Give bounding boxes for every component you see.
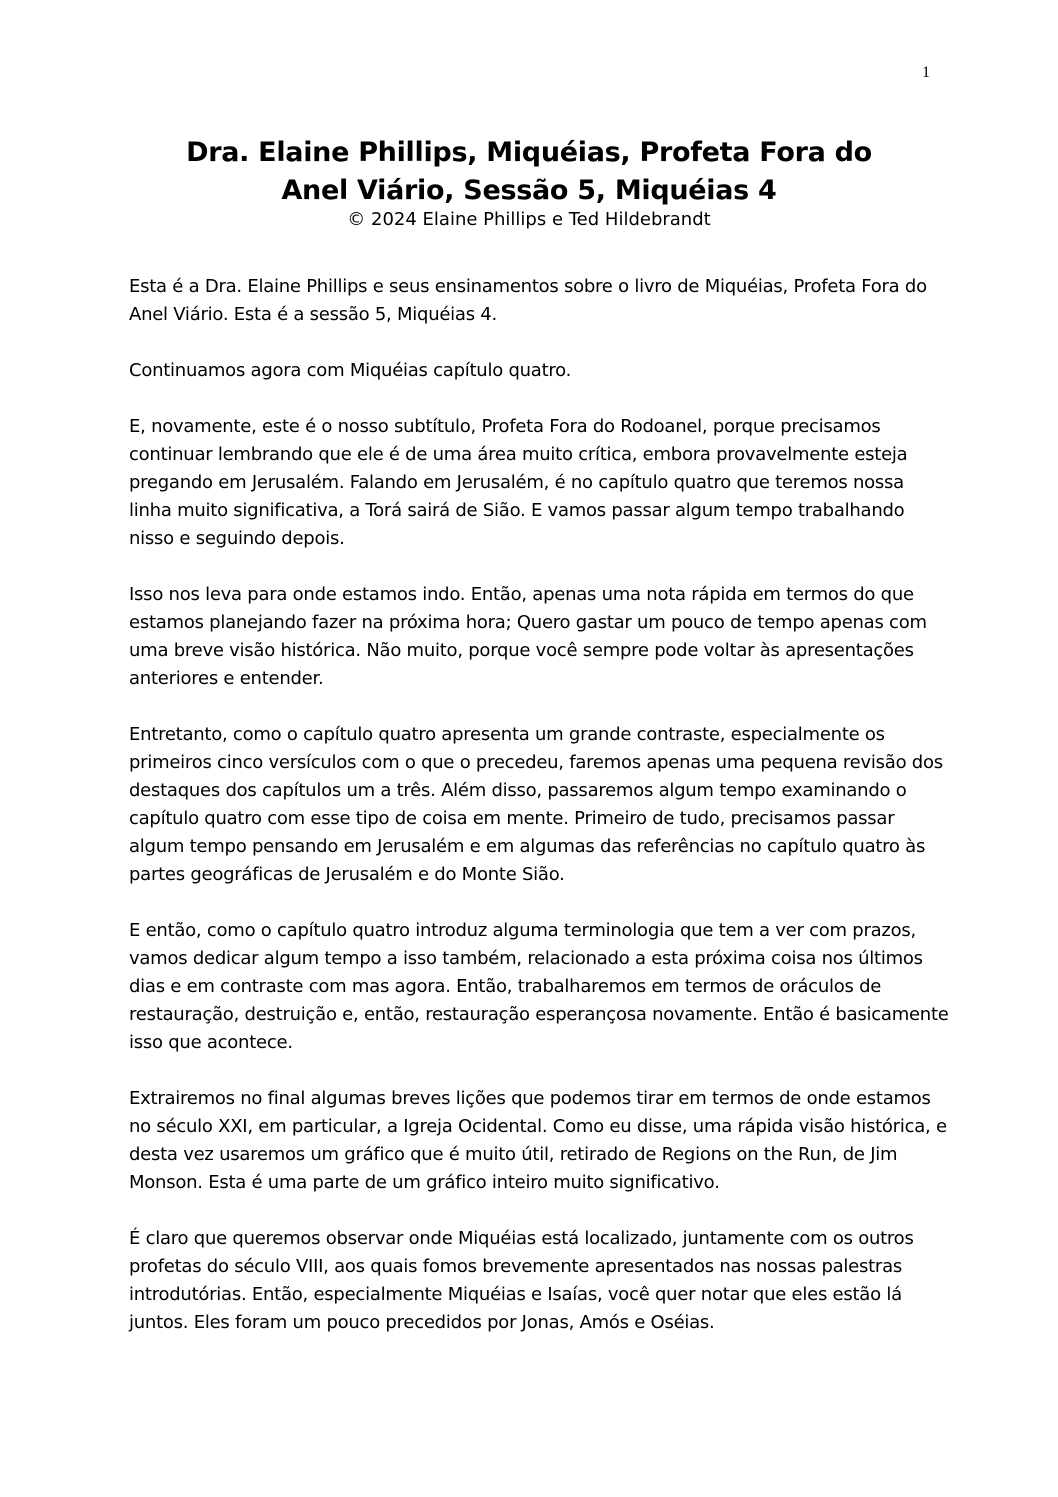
paragraph: É claro que queremos observar onde Miquéias está localizado, juntamente com os outros profetas do século VIII, aos quais fomos brevemente apresentados nas nossas palestras introdutórias. Então, especialmente Miquéias e Isaías, você quer notar que eles estão lá juntos. Eles foram um pouco precedidos por Jonas, Amós e Oséias.: [129, 1228, 914, 1333]
copyright-notice: © 2024 Elaine Phillips e Ted Hildebrandt: [347, 209, 711, 230]
paragraph: Entretanto, como o capítulo quatro apresenta um grande contraste, especialmente os primeiros cinco versículos com o que o precedeu, faremos apenas uma pequena revisão dos destaques dos capítulos um a três. Além disso, passaremos algum tempo examinando o capítulo quatro com esse tipo de coisa em mente. Primeiro de tudo, precisamos passar algum tempo pensando em Jerusalém e em algumas das referências no capítulo quatro às partes geográficas de Jerusalém e do Monte Sião.: [129, 724, 943, 885]
paragraph: E, novamente, este é o nosso subtítulo, Profeta Fora do Rodoanel, porque precisamos continuar lembrando que ele é de uma área muito crítica, embora provavelmente esteja pregando em Jerusalém. Falando em Jerusalém, é no capítulo quatro que teremos nossa linha muito significativa, a Torá sairá de Sião. E vamos passar algum tempo trabalhando nisso e seguindo depois.: [129, 416, 908, 549]
document-header: [100, 134, 958, 232]
document-title-line-1: Dra. Elaine Phillips, Miquéias, Profeta Fora do: [186, 137, 872, 168]
paragraph: Extrairemos no final algumas breves lições que podemos tirar em termos de onde estamos no século XXI, em particular, a Igreja Ocidental. Como eu disse, uma rápida visão histórica, e desta vez usaremos um gráfico que é muito útil, retirado de Regions on the Run, de Jim Monson. Esta é uma parte de um gráfico inteiro muito significativo.: [129, 1088, 947, 1193]
paragraph: Esta é a Dra. Elaine Phillips e seus ensinamentos sobre o livro de Miquéias, Profeta Fora do Anel Viário. Esta é a sessão 5, Miquéias 4.: [129, 276, 927, 325]
document-body: [129, 273, 949, 1365]
paragraph: Continuamos agora com Miquéias capítulo quatro.: [129, 360, 572, 381]
paragraph: E então, como o capítulo quatro introduz alguma terminologia que tem a ver com prazos, vamos dedicar algum tempo a isso também, relacionado a esta próxima coisa nos últimos dias e em contraste com mas agora. Então, trabalharemos em termos de oráculos de restauração, destruição e, então, restauração esperançosa novamente. Então é basicamente isso que acontece.: [129, 920, 949, 1053]
page-number: 1: [922, 64, 930, 81]
document-title-line-2: Anel Viário, Sessão 5, Miquéias 4: [281, 175, 777, 206]
paragraph: Isso nos leva para onde estamos indo. Então, apenas uma nota rápida em termos do que estamos planejando fazer na próxima hora; Quero gastar um pouco de tempo apenas com uma breve visão histórica. Não muito, porque você sempre pode voltar às apresentações anteriores e entender.: [129, 584, 927, 689]
